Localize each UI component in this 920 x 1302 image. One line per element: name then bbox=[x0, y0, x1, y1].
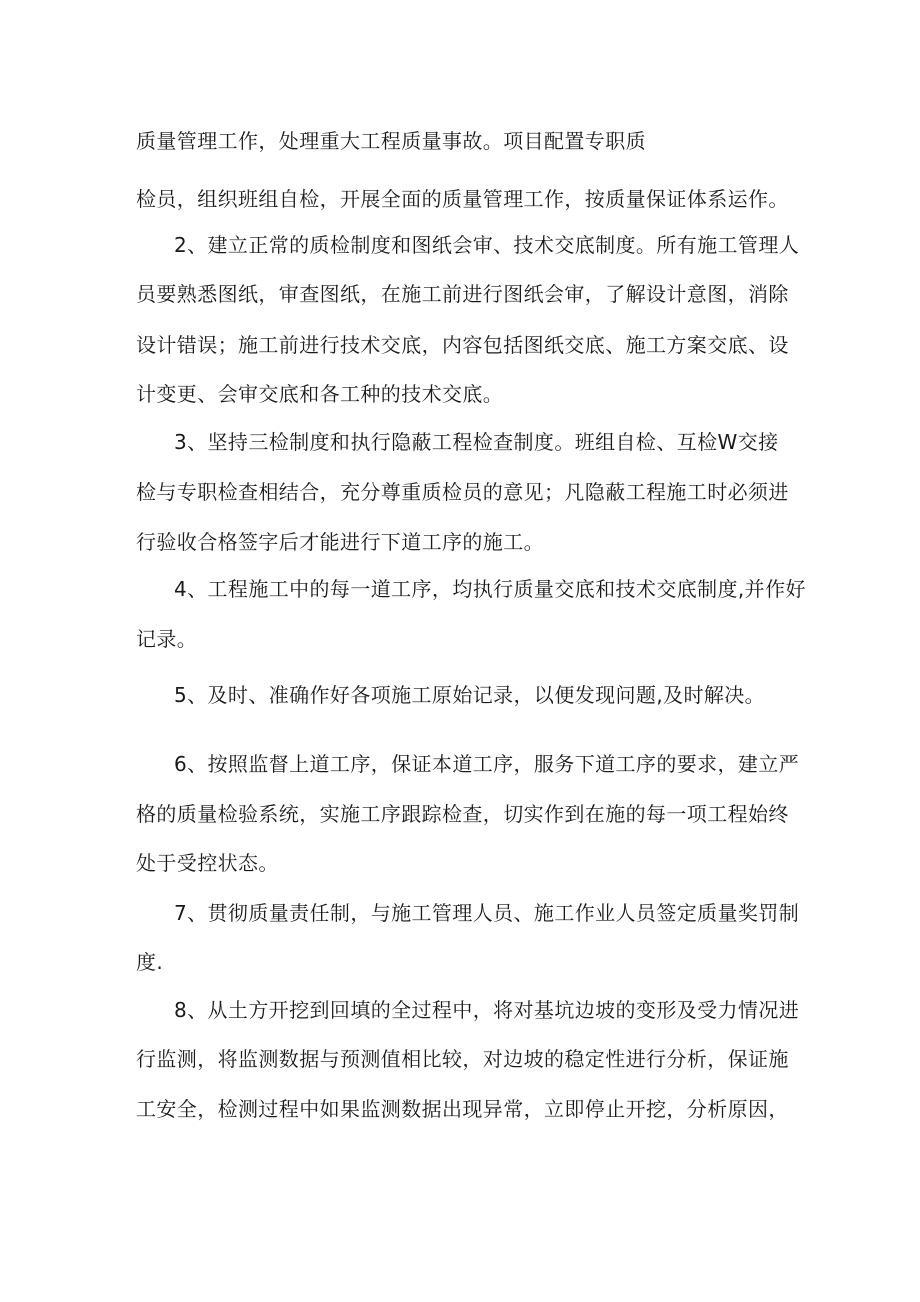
text-line: 检与专职检查相结合，充分尊重质检员的意见；凡隐蔽工程施工时必须进 bbox=[136, 480, 789, 504]
text-line: 度. bbox=[136, 950, 164, 974]
text-line: 格的质量检验系统，实施工序跟踪检查，切实作到在施的每一项工程始终 bbox=[136, 802, 789, 826]
text-line: 员要熟悉图纸，审查图纸，在施工前进行图纸会审，了解设计意图，消除 bbox=[136, 282, 789, 306]
text-line: 设计错误；施工前进行技术交底，内容包括图纸交底、施工方案交底、设 bbox=[136, 333, 789, 357]
text-line: 工安全，检测过程中如果监测数据出现异常，立即停止开挖，分析原因， bbox=[136, 1097, 789, 1121]
paragraph-4-start: 4、工程施工中的每一道工序，均执行质量交底和技术交底制度,并作好 bbox=[174, 577, 806, 601]
paragraph-6-start: 6、按照监督上道工序，保证本道工序，服务下道工序的要求，建立严 bbox=[174, 752, 800, 776]
paragraph-8-start: 8、从土方开挖到回填的全过程中，将对基坑边坡的变形及受力情况进 bbox=[174, 998, 800, 1022]
text-line: 计变更、会审交底和各工种的技术交底。 bbox=[136, 382, 504, 406]
paragraph-5-start: 5、及时、准确作好各项施工原始记录，以便发现问题,及时解决。 bbox=[174, 683, 766, 707]
text-line: 检员，组织班组自检，开展全面的质量管理工作，按质量保证体系运作。 bbox=[136, 187, 789, 211]
text-line: 行监测，将监测数据与预测值相比较，对边坡的稳定性进行分析，保证施 bbox=[136, 1047, 789, 1071]
text-line: 处于受控状态。 bbox=[136, 851, 279, 875]
text-line: 质量管理工作，处理重大工程质量事故。项目配置专职质 bbox=[136, 129, 646, 153]
text-line: 行验收合格签字后才能进行下道工序的施工。 bbox=[136, 530, 544, 554]
paragraph-3-start: 3、坚持三检制度和执行隐蔽工程检查制度。班组自检、互检W交接 bbox=[174, 430, 779, 454]
text-line: 记录。 bbox=[136, 627, 198, 651]
paragraph-2-start: 2、建立正常的质检制度和图纸会审、技术交底制度。所有施工管理人 bbox=[174, 233, 800, 257]
paragraph-7-start: 7、贯彻质量责任制，与施工管理人员、施工作业人员签定质量奖罚制 bbox=[174, 901, 800, 925]
